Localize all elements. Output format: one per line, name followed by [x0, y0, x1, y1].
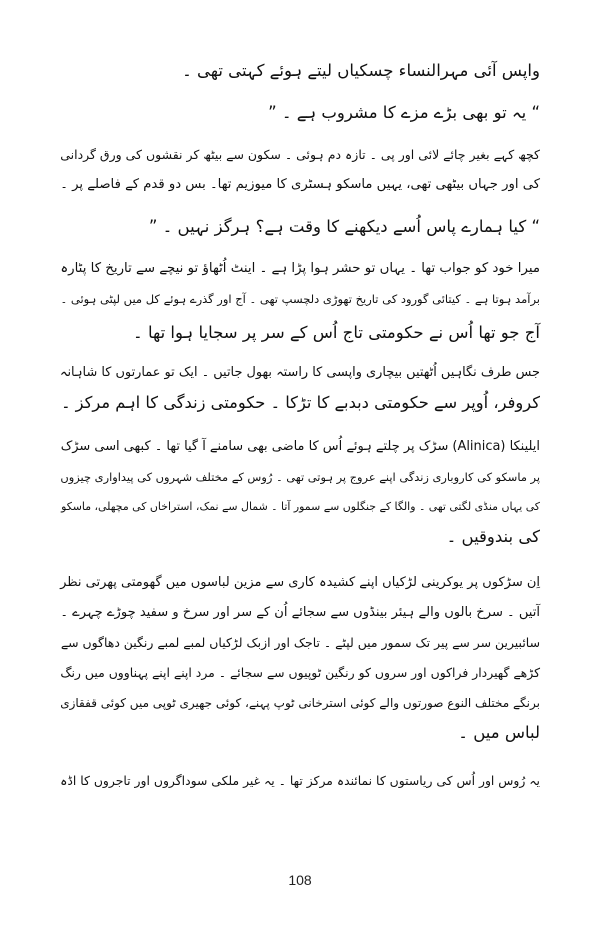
text-line: کروفر، اُوپر سے حکومتی دبدبے کا تڑکا ۔ حکومتی زندگی کا اہم مرکز ۔ [60, 393, 540, 412]
text-line: برنگے مختلف النوع صورتوں والے کوئی استرخانی ٹوپ پہنے، کوئی جھیری ٹوپی میں کوئی قفقازی [60, 696, 540, 710]
text-line: پر ماسکو کی کاروباری زندگی اپنے عروج پر ہوتی تھی ۔ رُوس کے مختلف شہروں کی پیداواری چیزوں [60, 470, 540, 484]
text-line: لباس میں ۔ [458, 723, 540, 742]
text-line: کچھ کہے بغیر چائے لائی اور پی ۔ تازہ دم ہوئی ۔ سکون سے بیٹھ کر نقشوں کی ورق گردانی [60, 147, 540, 162]
text-line: اِن سڑکوں پر یوکرینی لڑکیاں اپنے کشیدہ کاری سے مزین لباسوں میں گھومتی پھرتی نظر [60, 575, 540, 590]
page-number: 108 [288, 872, 312, 888]
text-line: ایلینکا (Alinica) سڑک پر چلتے ہوئے اُس کا ماضی بھی سامنے آ گیا تھا ۔ کبھی اسی سڑک [60, 439, 540, 454]
text-line: آج جو تھا اُس نے حکومتی تاج اُس کے سر پر سجایا ہوا تھا ۔ [133, 323, 540, 342]
text-line: آتیں ۔ سرخ بالوں والے ہیئر بینڈوں سے سجائے اُن کے سر اور سرخ و سفید چوڑے چہرے ۔ [60, 605, 540, 620]
text-line: “ کیا ہمارے پاس اُسے دیکھنے کا وقت ہے؟ ہرگز نہیں ۔ ” [148, 217, 540, 236]
text-line: سائبیرین سر سے پیر تک سمور میں لپٹے ۔ تاجک اور ازبک لڑکیاں لمبے لمبے رنگین دھاگوں سے [60, 635, 540, 650]
text-line: کڑھے گھیردار فراکوں اور سروں کو رنگین ٹوپیوں سے سجائے ۔ مرد اپنے اپنے پہناووں میں رنگ [60, 665, 540, 680]
text-line: کی بندوقیں ۔ [446, 527, 540, 546]
text-line: میرا خود کو جواب تھا ۔ یہاں تو حشر ہوا پڑا ہے ۔ اینٹ اُٹھاؤ تو نیچے سے تاریخ کا پٹارہ [60, 261, 540, 276]
text-line: برآمد ہوتا ہے ۔ کیتائی گورود کی تاریخ تھوڑی دلچسپ تھی ۔ آج اور گذرے ہوئے کل میں لپٹی ہوئی ۔ [60, 292, 540, 306]
text-line: واپس آئی مہرالنساء چسکیاں لیتے ہوئے کہتی تھی ۔ [182, 61, 540, 80]
text-line: جس طرف نگاہیں اُٹھتیں بیچاری واپسی کا راستہ بھول جاتیں ۔ ایک تو عمارتوں کا شاہانہ [59, 365, 540, 380]
text-line: “ یہ تو بھی بڑے مزے کا مشروب ہے ۔ ” [268, 103, 540, 122]
text-line: کی اور جہاں بیٹھی تھی، یہیں ماسکو ہسٹری کا میوزیم تھا۔ بس دو قدم کے فاصلے پر ۔ [60, 177, 540, 192]
text-line: کی یہاں منڈی لگتی تھی ۔ والگا کے جنگلوں سے سمور آتا ۔ شمال سے نمک، استراخاں کی مچھلی، ماسکو [61, 500, 540, 513]
text-line: یہ رُوس اور اُس کی ریاستوں کا نمائندہ مرکز تھا ۔ یہ غیر ملکی سوداگروں اور تاجروں کا اڈہ [60, 774, 540, 788]
